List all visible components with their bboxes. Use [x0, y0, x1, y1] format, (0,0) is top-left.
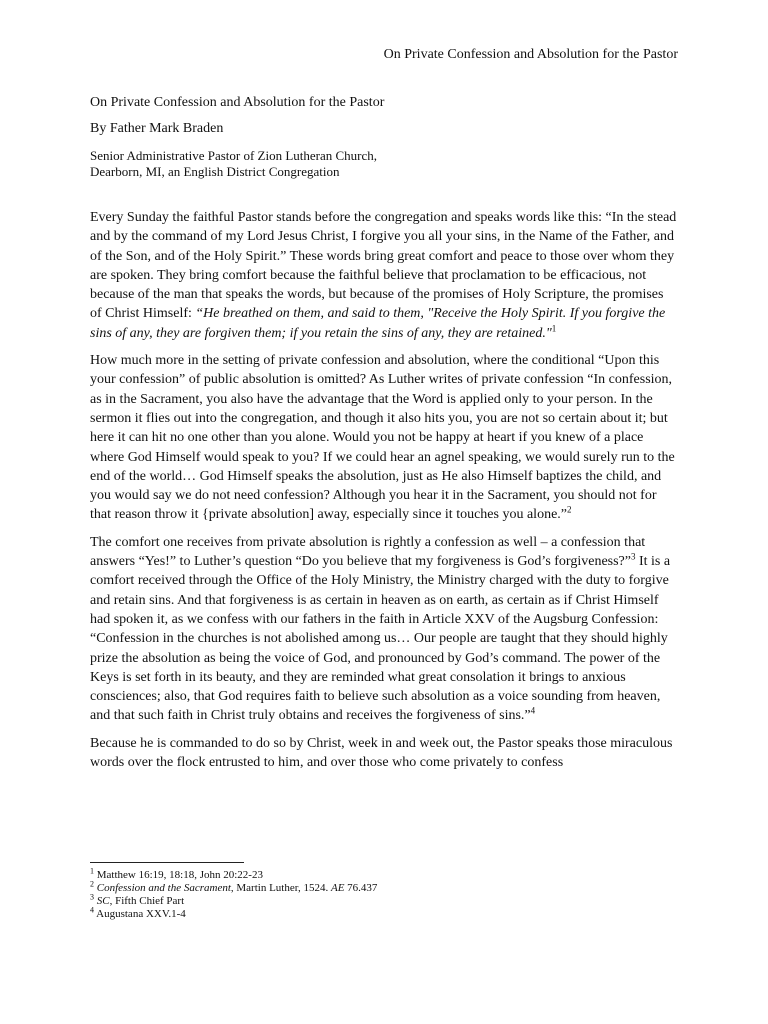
scripture-quote: “He breathed on them, and said to them, "Receive the Holy Spirit. If you forgive the sins of any, they are forgiven them; if you retain the sins of any, they are retained."	[90, 306, 666, 341]
footnote-ref[interactable]: 3	[630, 551, 636, 562]
footnote-1: $^1$ Matthew 16:19, 18:18, John 20:22-23	[90, 866, 263, 881]
paragraph-text: Because he is commanded to do so by Christ, week in and week out, the Pastor speaks those miraculous words over the flock entrusted to him, and over those who come privately to confess	[90, 735, 673, 771]
affiliation-line: Senior Administrative Pastor of Zion Lutheran Church,	[90, 148, 378, 163]
footnotes-section	[90, 862, 678, 921]
paragraph	[90, 734, 678, 773]
footnote-ref[interactable]: 4	[530, 705, 536, 716]
article-body	[90, 94, 678, 780]
paragraph	[90, 208, 678, 343]
author-affiliation	[90, 148, 678, 180]
paragraph	[90, 533, 678, 726]
footnote-2: $^2$ Confession and the Sacrament, Martin Luther, 1524. AE 76.437	[90, 879, 378, 894]
paragraph-text: Every Sunday the faithful Pastor stands before the congregation and speaks words like this: “In the stead and by the command of my Lord Jesus Christ, I forgive you all your sins, in the Name of the Father, and of the Son, and of the Holy Spirit.” These words bring great comfort and peace to those over whom they are spoken. They bring comfort because the faithful believe that proclamation to be efficacious, not because of the man that speaks the words, but because of the promises of Holy Scripture, the promises of Christ Himself:	[90, 210, 677, 322]
paragraph-text: The comfort one receives from private absolution is rightly a confession as well – a confession that answers “Yes!” to Luther’s question “Do you believe that my forgiveness is God’s forgiveness?”	[90, 534, 646, 570]
footnote-ref[interactable]: 2	[567, 504, 572, 515]
footnote-4: $^4$ Augustana XXV.1-4	[90, 905, 186, 920]
footnote-divider	[90, 862, 244, 863]
footnote-ref[interactable]: 1	[551, 323, 557, 334]
footnote-3: $^3$ SC, Fifth Chief Part	[90, 892, 185, 907]
paragraph-text: How much more in the setting of private confession and absolution, where the conditional “Upon this your confession” of public absolution is omitted? As Luther writes of private confession “In confession, as in the Sacrament, you also have the advantage that the Word is applied only to your person. In the sermon it flies out into the congregation, and though it also hits you, you are not so certain about it; but here it can hit no one other than you alone. Would you not be happy at heart if you knew of a place where God Himself would speak to you? If we could hear an agnel speaking, we would surely run to the end of the world… God Himself speaks the absolution, just as He also Himself baptizes the child, and you would say we do not need confession? Although you hear it in the Sacrament, you should not for that reason throw it {private absolution] away, especially since it touches you alone.”	[90, 353, 675, 523]
running-header: On Private Confession and Absolution for the Pastor	[383, 47, 678, 62]
paragraph	[90, 351, 678, 525]
paragraph-text: It is a comfort received through the Office of the Holy Ministry, the Ministry charged with the duty to forgive and retain sins. And that forgiveness is as certain in heaven as on earth, as certain as if Christ Himself had spoken it, as we confess with our fathers in the faith in Article XXV of the Augsburg Confession: “Confession in the churches is not abolished among us… Our people are taught that they should highly prize the absolution as being the voice of God, and pronounced by God’s command. The power of the Keys is set forth in its beauty, and they are reminded what great consolation it brings to anxious consciences; also, that God requires faith to believe such absolution as a voice sounding from heaven, and that such faith in Christ truly obtains and receives the forgiveness of sins.”	[90, 554, 671, 724]
article-author: By Father Mark Braden	[90, 121, 224, 136]
article-title: On Private Confession and Absolution for the Pastor	[90, 95, 385, 110]
affiliation-line: Dearborn, MI, an English District Congregation	[90, 164, 340, 179]
